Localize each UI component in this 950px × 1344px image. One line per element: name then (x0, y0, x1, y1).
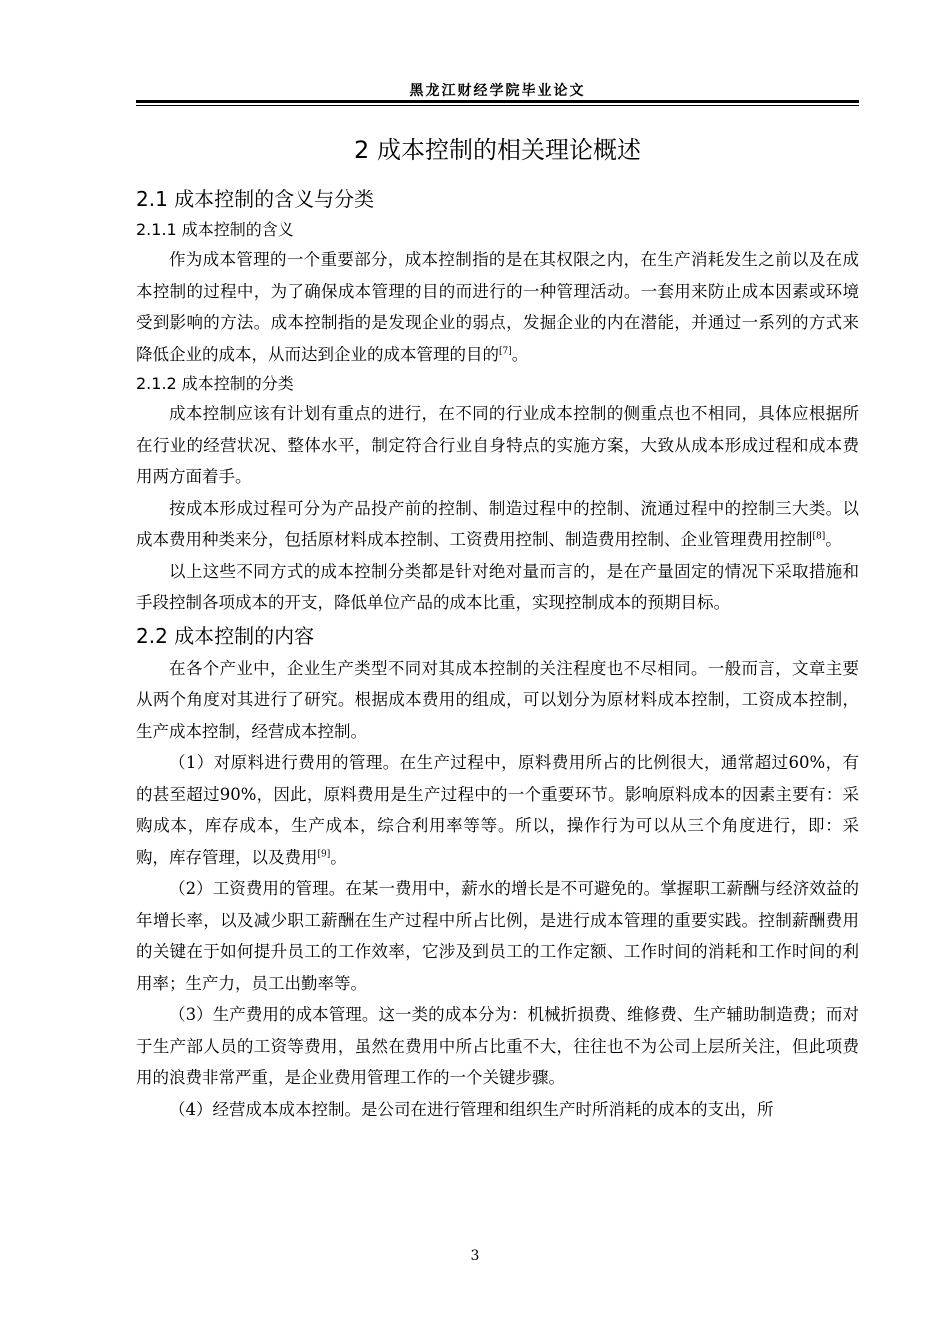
citation: [8] (812, 531, 826, 542)
subsection-heading-2-1-2: 2.1.2 成本控制的分类 (136, 374, 294, 393)
paragraph: （4）经营成本成本控制。是公司在进行管理和组织生产时所消耗的成本的支出，所 (169, 1099, 774, 1119)
section-heading-2-1: 2.1 成本控制的含义与分类 (136, 187, 375, 211)
chapter-title: 2 成本控制的相关理论概述 (354, 136, 641, 164)
subsection-heading-2-1-1: 2.1.1 成本控制的含义 (136, 220, 294, 239)
paragraph: 以上这些不同方式的成本控制分类都是针对绝对量而言的，是在产量固定的情况下采取措施和手段控制各项成本的开支，降低单位产品的成本比重，实现控制成本的预期目标。 (136, 561, 859, 612)
page-body (136, 132, 859, 1125)
header-rule-thick (136, 100, 859, 103)
citation: [7] (499, 346, 512, 356)
running-header: 黑龙江财经学院毕业论文 (409, 83, 586, 99)
section-heading-2-2: 2.2 成本控制的内容 (136, 623, 315, 648)
citation: [9] (317, 849, 331, 859)
page-number: 3 (470, 1248, 480, 1264)
paragraph: 按成本形成过程可分为产品投产前的控制、制造过程中的控制、流通过程中的控制三大类。以成本费用种类来分，包括原材料成本控制、工资费用控制、制造费用控制、企业管理费用控制[8]。 (136, 498, 859, 549)
paragraph: 成本控制应该有计划有重点的进行，在不同的行业成本控制的侧重点也不相同，具体应根据所在行业的经营状况、整体水平，制定符合行业自身特点的实施方案，大致从成本形成过程和成本费用两方面着手。 (136, 404, 859, 486)
paragraph: 在各个产业中，企业生产类型不同对其成本控制的关注程度也不尽相同。一般而言，文章主要从两个角度对其进行了研究。根据成本费用的组成，可以划分为原材料成本控制，工资成本控制，生产成本控制，经营成本控制。 (136, 658, 859, 741)
paragraph: 作为成本管理的一个重要部分，成本控制指的是在其权限之内，在生产消耗发生之前以及在成本控制的过程中，为了确保成本管理的目的而进行的一种管理活动。一套用来防止成本因素或环境受到影响的方法。成本控制指的是发现企业的弱点，发掘企业的内在潜能，并通过一系列的方式来降低企业的成本，从而达到企业的成本管理的目的[7]。 (136, 250, 859, 364)
paragraph: （1）对原料进行费用的管理。在生产过程中，原料费用所占的比例很大，通常超过60%，有的甚至超过90%，因此，原料费用是生产过程中的一个重要环节。影响原料成本的因素主要有：采购成本，库存成本，生产成本，综合利用率等等。所以，操作行为可以从三个角度进行，即：采购，库存管理，以及费用[9]。 (136, 753, 859, 867)
paragraph: （3）生产费用的成本管理。这一类的成本分为：机械折损费、维修费、生产辅助制造费；而对于生产部人员的工资等费用，虽然在费用中所占比重不大，往往也不为公司上层所关注，但此项费用的浪费非常严重，是企业费用管理工作的一个关键步骤。 (136, 1005, 859, 1087)
header-rule-thin (136, 105, 859, 106)
paragraph: （2）工资费用的管理。在某一费用中，薪水的增长是不可避免的。掌握职工薪酬与经济效益的年增长率，以及减少职工薪酬在生产过程中所占比例，是进行成本管理的重要实践。控制薪酬费用的关键在于如何提升员工的工作效率，它涉及到员工的工作定额、工作时间的消耗和工作时间的利用率；生产力，员工出勤率等。 (136, 879, 859, 993)
